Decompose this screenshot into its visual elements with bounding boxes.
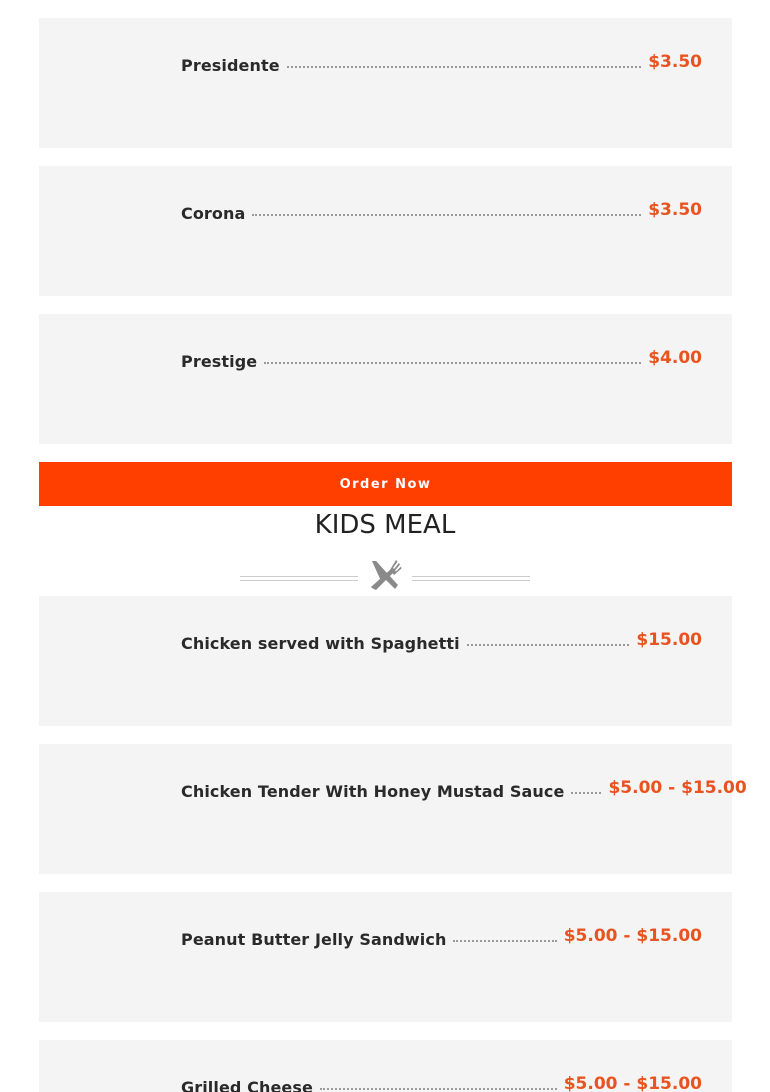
menu-item-price: $5.00 - $15.00 bbox=[563, 926, 702, 946]
dotted-leader bbox=[571, 778, 601, 794]
dotted-leader bbox=[252, 200, 641, 216]
menu-item-name: Prestige bbox=[181, 352, 258, 371]
menu-item-price: $5.00 - $15.00 bbox=[608, 778, 747, 798]
menu-item-price: $3.50 bbox=[648, 52, 702, 72]
menu-item-name: Presidente bbox=[181, 56, 280, 75]
menu-item-name: Corona bbox=[181, 204, 246, 223]
order-now-button[interactable]: Order Now bbox=[39, 462, 732, 506]
menu-item-name: Peanut Butter Jelly Sandwich bbox=[181, 930, 447, 949]
divider-line bbox=[412, 576, 530, 581]
menu-item-row bbox=[181, 926, 702, 956]
menu-item-row bbox=[181, 630, 702, 660]
menu-item-card bbox=[39, 744, 747, 874]
menu-item-card bbox=[39, 596, 732, 726]
menu-item-row bbox=[181, 778, 747, 808]
menu-item-card bbox=[39, 18, 732, 148]
menu-item-card bbox=[39, 1040, 732, 1092]
divider-line bbox=[240, 576, 358, 581]
menu-item-card bbox=[39, 314, 732, 444]
menu-item-row bbox=[181, 52, 702, 82]
menu-item-card bbox=[39, 892, 732, 1022]
menu-item-row bbox=[181, 1074, 702, 1092]
menu-item-name: Chicken Tender With Honey Mustad Sauce bbox=[181, 782, 565, 801]
section-divider bbox=[240, 556, 530, 594]
menu-item-card bbox=[39, 166, 732, 296]
menu-item-price: $3.50 bbox=[648, 200, 702, 220]
menu-item-name: Chicken served with Spaghetti bbox=[181, 634, 460, 653]
menu-item-price: $5.00 - $15.00 bbox=[563, 1074, 702, 1092]
menu-item-row bbox=[181, 200, 702, 230]
section-title: KIDS MEAL bbox=[314, 510, 456, 540]
menu-item-row bbox=[181, 348, 702, 378]
dotted-leader bbox=[264, 348, 641, 364]
menu-item-price: $15.00 bbox=[636, 630, 702, 650]
dotted-leader bbox=[287, 52, 642, 68]
fork-knife-icon bbox=[367, 557, 403, 593]
dotted-leader bbox=[467, 630, 630, 646]
menu-item-price: $4.00 bbox=[648, 348, 702, 368]
dotted-leader bbox=[320, 1074, 557, 1090]
dotted-leader bbox=[453, 926, 556, 942]
menu-item-name: Grilled Cheese bbox=[181, 1078, 313, 1092]
